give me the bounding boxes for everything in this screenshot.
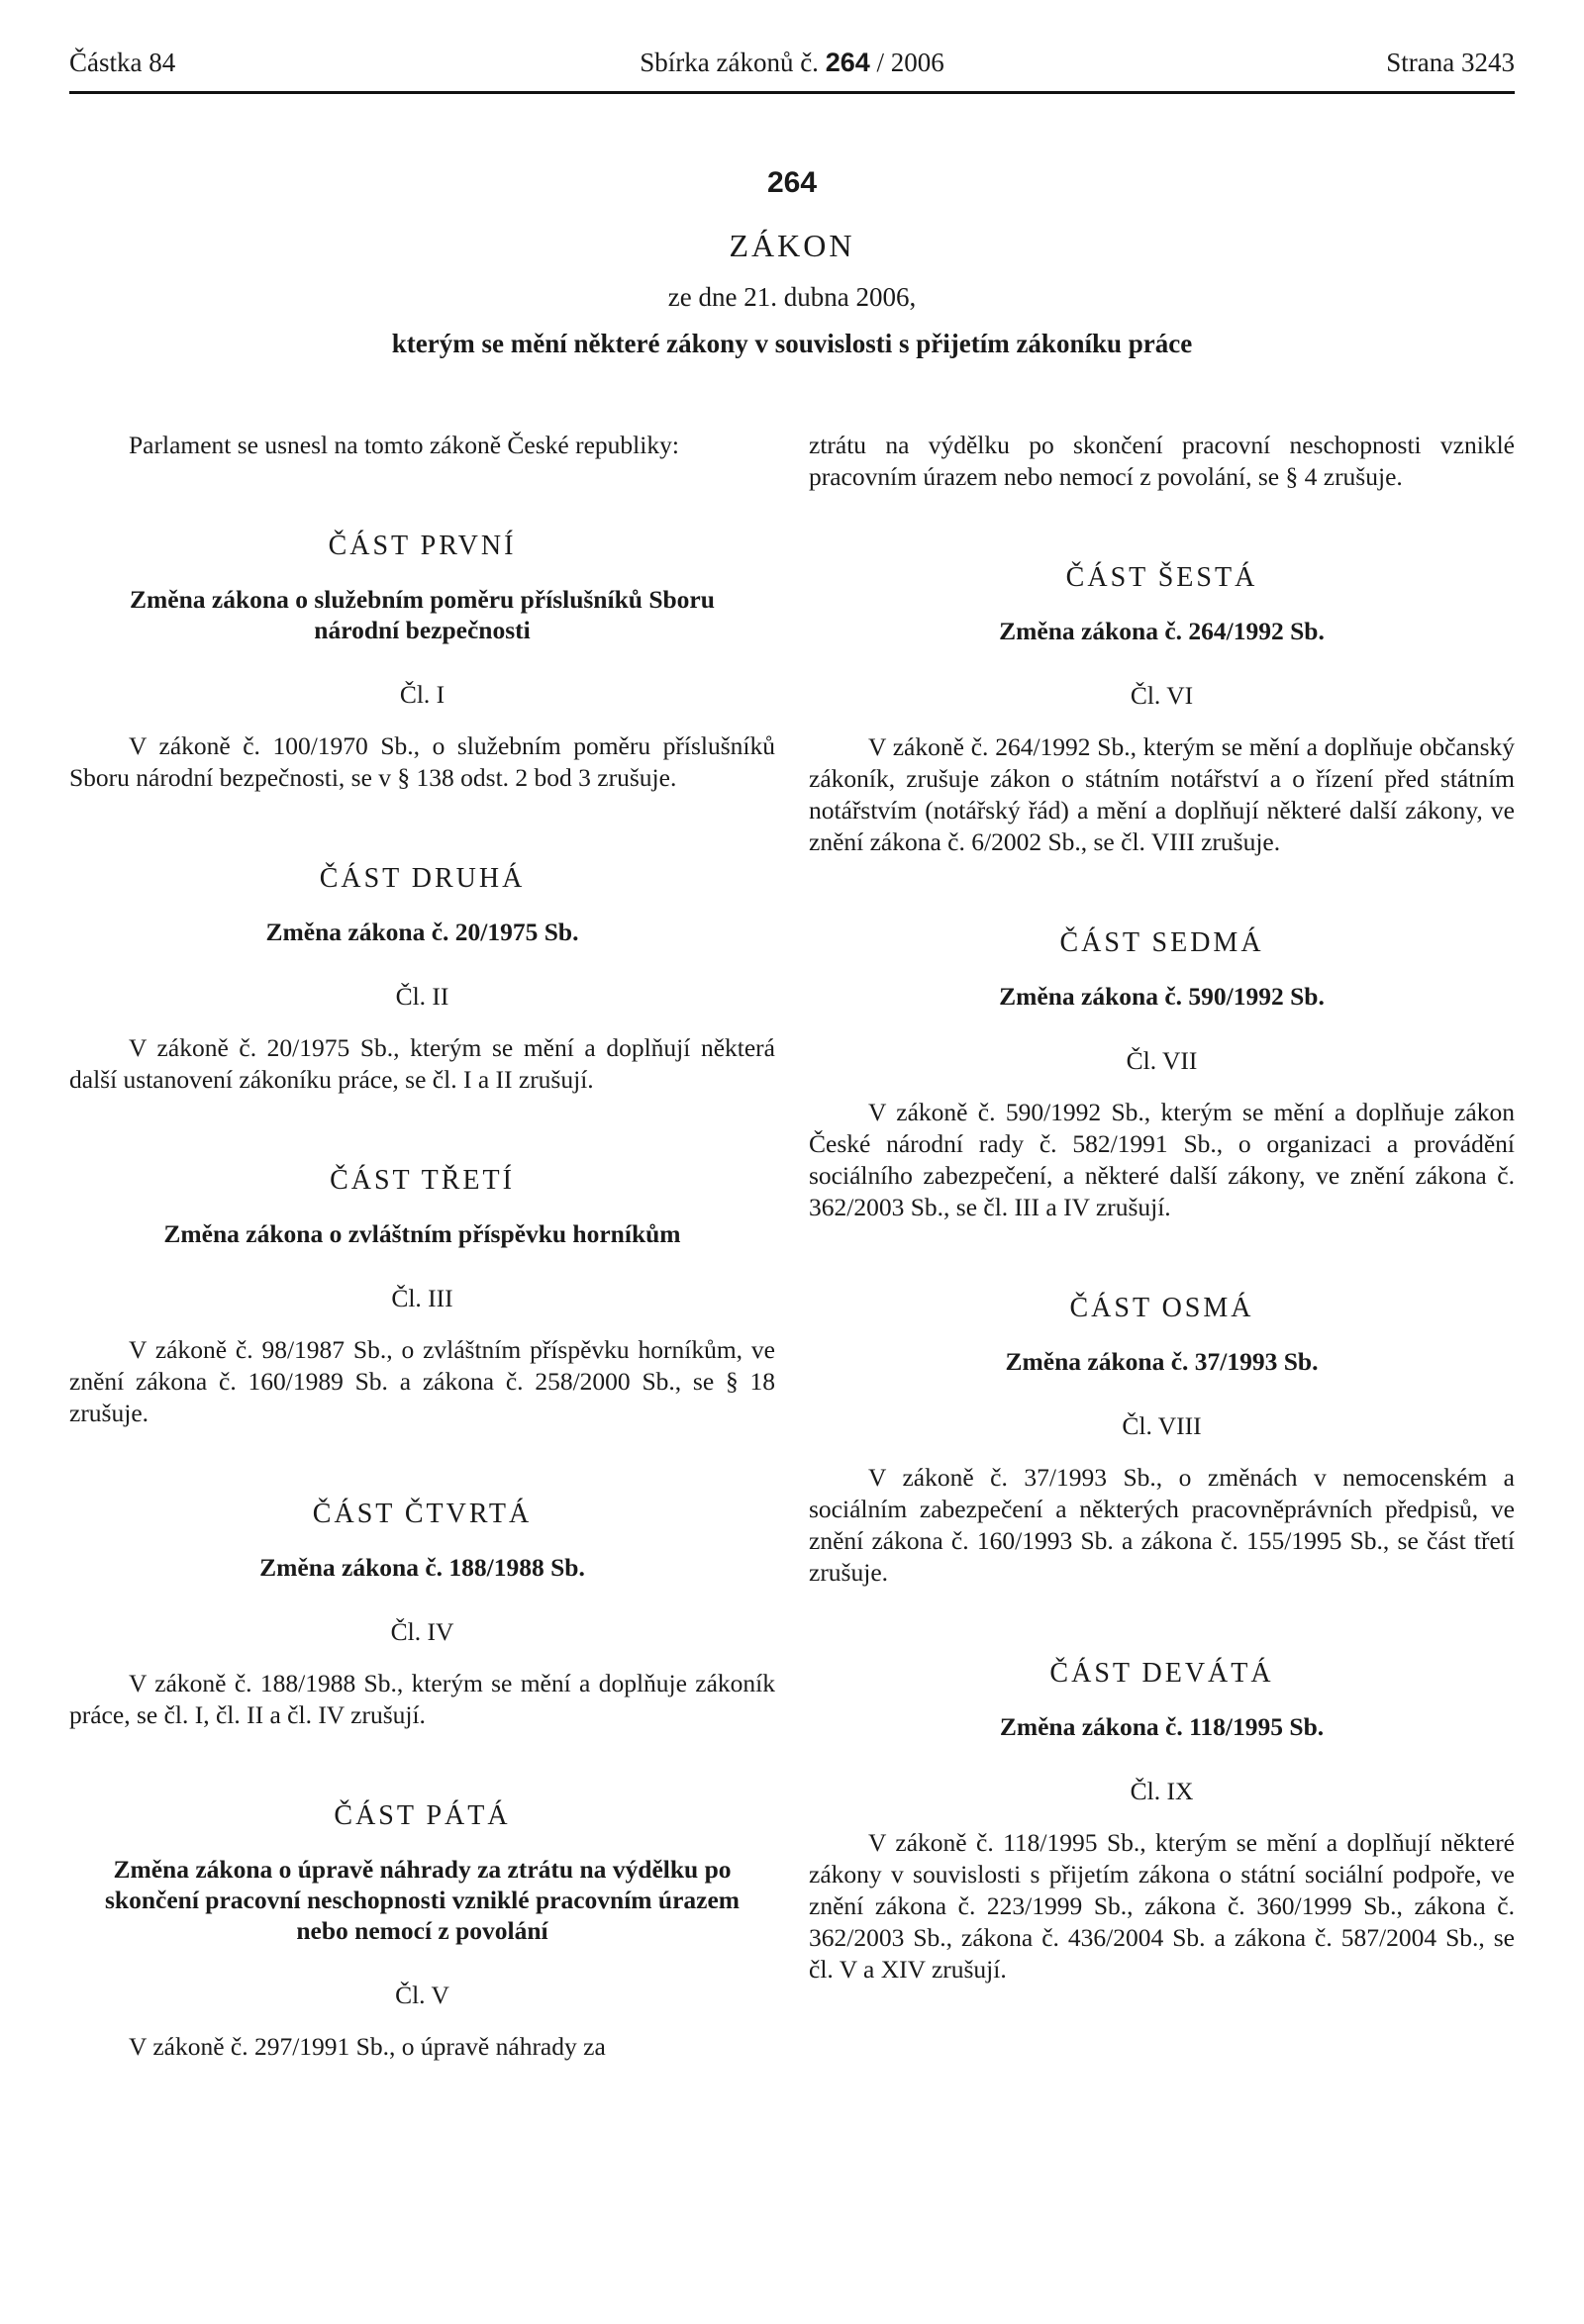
right-column <box>809 430 1515 1985</box>
header-page: Strana 3243 <box>1386 48 1515 77</box>
article-text: V zákoně č. 100/1970 Sb., o služebním poměru příslušníků Sboru národní bezpečnosti, se v § 138 odst. 2 bod 3 zrušuje. <box>69 731 775 792</box>
law-type: ZÁKON <box>729 228 855 263</box>
left-column <box>69 430 775 2063</box>
header-collection-prefix: Sbírka zákonů č. <box>640 48 819 77</box>
part-title: Změna zákona o úpravě náhrady za ztrátu na výdělku po skončení pracovní neschopnosti vzniklé pracovním úrazem nebo nemocí z povolání <box>104 1855 741 1945</box>
part-heading: ČÁST PRVNÍ <box>328 531 517 561</box>
article-number: Čl. III <box>391 1284 453 1312</box>
part-9 <box>809 1658 1515 1985</box>
article-text: V zákoně č. 297/1991 Sb., o úpravě náhrady za <box>129 2032 606 2061</box>
part-4 <box>69 1499 775 1731</box>
part-heading: ČÁST PÁTÁ <box>334 1800 511 1831</box>
law-number: 264 <box>766 166 818 199</box>
part-title: Změna zákona o služebním poměru příslušníků Sboru národní bezpečnosti <box>130 585 715 644</box>
law-date: ze dne 21. dubna 2006, <box>667 282 917 312</box>
header-rule <box>69 91 1515 94</box>
part-2 <box>69 863 775 1096</box>
intro-paragraph: Parlament se usnesl na tomto zákoně České republiky: <box>129 431 679 459</box>
article-number: Čl. VII <box>1126 1046 1198 1075</box>
article-number: Čl. I <box>399 680 446 709</box>
part-heading: ČÁST ŠESTÁ <box>1065 562 1258 593</box>
part-heading: ČÁST SEDMÁ <box>1059 927 1264 958</box>
part-title: Změna zákona č. 20/1975 Sb. <box>265 918 579 946</box>
article-text: V zákoně č. 20/1975 Sb., kterým se mění a doplňují některá další ustanovení zákoníku práce, se čl. I a II zrušují. <box>69 1033 775 1094</box>
part-heading: ČÁST OSMÁ <box>1069 1293 1254 1323</box>
part-heading: ČÁST DRUHÁ <box>319 863 526 894</box>
header-year: / 2006 <box>876 48 944 77</box>
article-text: V zákoně č. 98/1987 Sb., o zvláštním příspěvku horníkům, ve znění zákona č. 160/1989 Sb. a zákona č. 258/2000 Sb., se § 18 zrušuje. <box>69 1335 775 1427</box>
part-7 <box>809 927 1515 1223</box>
article-number: Čl. IV <box>390 1617 454 1646</box>
article-text: V zákoně č. 118/1995 Sb., kterým se mění a doplňují některé zákony v souvislosti s přijetím zákona o státní sociální podpoře, ve znění zákona č. 223/1999 Sb., zákona č. 360/1999 Sb., zákona č. 362/2003 Sb., zákona č. 436/2004 Sb. a zákona č. 587/2004 Sb., se čl. V a XIV zrušují. <box>809 1828 1515 1984</box>
part-title: Změna zákona o zvláštním příspěvku horníkům <box>163 1219 681 1248</box>
article-number: Čl. V <box>395 1981 449 2009</box>
part-1 <box>69 531 775 794</box>
header-issue: Částka 84 <box>69 48 176 77</box>
article-text: V zákoně č. 37/1993 Sb., o změnách v nemocenském a sociálním zabezpečení a některých pracovněprávních předpisů, ve znění zákona č. 160/1993 Sb. a zákona č. 155/1995 Sb., se část třetí zrušuje. <box>809 1463 1515 1587</box>
part-title: Změna zákona č. 590/1992 Sb. <box>999 982 1325 1011</box>
article-text: V zákoně č. 590/1992 Sb., kterým se mění a doplňuje zákon České národní rady č. 582/1991 Sb., o organizaci a provádění sociálního zabezpečení, a některé další zákony, ve znění zákona č. 362/2003 Sb., se čl. III a IV zrušují. <box>809 1098 1515 1221</box>
header-collection <box>69 48 1515 78</box>
law-subtitle: kterým se mění některé zákony v souvislosti s přijetím zákoníku práce <box>391 329 1193 358</box>
part-3 <box>69 1165 775 1429</box>
article-number: Čl. IX <box>1130 1777 1194 1805</box>
article-number: Čl. VIII <box>1122 1411 1202 1440</box>
part-heading: ČÁST DEVÁTÁ <box>1049 1658 1274 1689</box>
part-6 <box>809 562 1515 858</box>
article-text: V zákoně č. 188/1988 Sb., kterým se mění a doplňuje zákoník práce, se čl. I, čl. II a čl. IV zrušují. <box>69 1669 775 1729</box>
running-header <box>69 48 1515 87</box>
part-8 <box>809 1293 1515 1589</box>
article-text-continuation: ztrátu na výdělku po skončení pracovní neschopnosti vzniklé pracovním úrazem nebo nemocí z povolání, se § 4 zrušuje. <box>809 431 1515 491</box>
article-number: Čl. VI <box>1130 681 1194 710</box>
article-number: Čl. II <box>395 982 449 1011</box>
part-title: Změna zákona č. 188/1988 Sb. <box>259 1553 585 1582</box>
part-heading: ČÁST ČTVRTÁ <box>312 1499 533 1529</box>
part-title: Změna zákona č. 118/1995 Sb. <box>999 1712 1325 1741</box>
header-law-number: 264 <box>825 48 870 77</box>
part-5 <box>69 1800 775 2063</box>
part-heading: ČÁST TŘETÍ <box>330 1165 515 1196</box>
part-title: Změna zákona č. 264/1992 Sb. <box>999 617 1325 645</box>
article-text: V zákoně č. 264/1992 Sb., kterým se mění a doplňuje občanský zákoník, zrušuje zákon o státním notářství a o řízení před státním notářstvím (notářský řád) a mění a doplňují některé další zákony, ve znění zákona č. 6/2002 Sb., se čl. VIII zrušuje. <box>809 732 1515 856</box>
part-title: Změna zákona č. 37/1993 Sb. <box>1005 1347 1319 1376</box>
